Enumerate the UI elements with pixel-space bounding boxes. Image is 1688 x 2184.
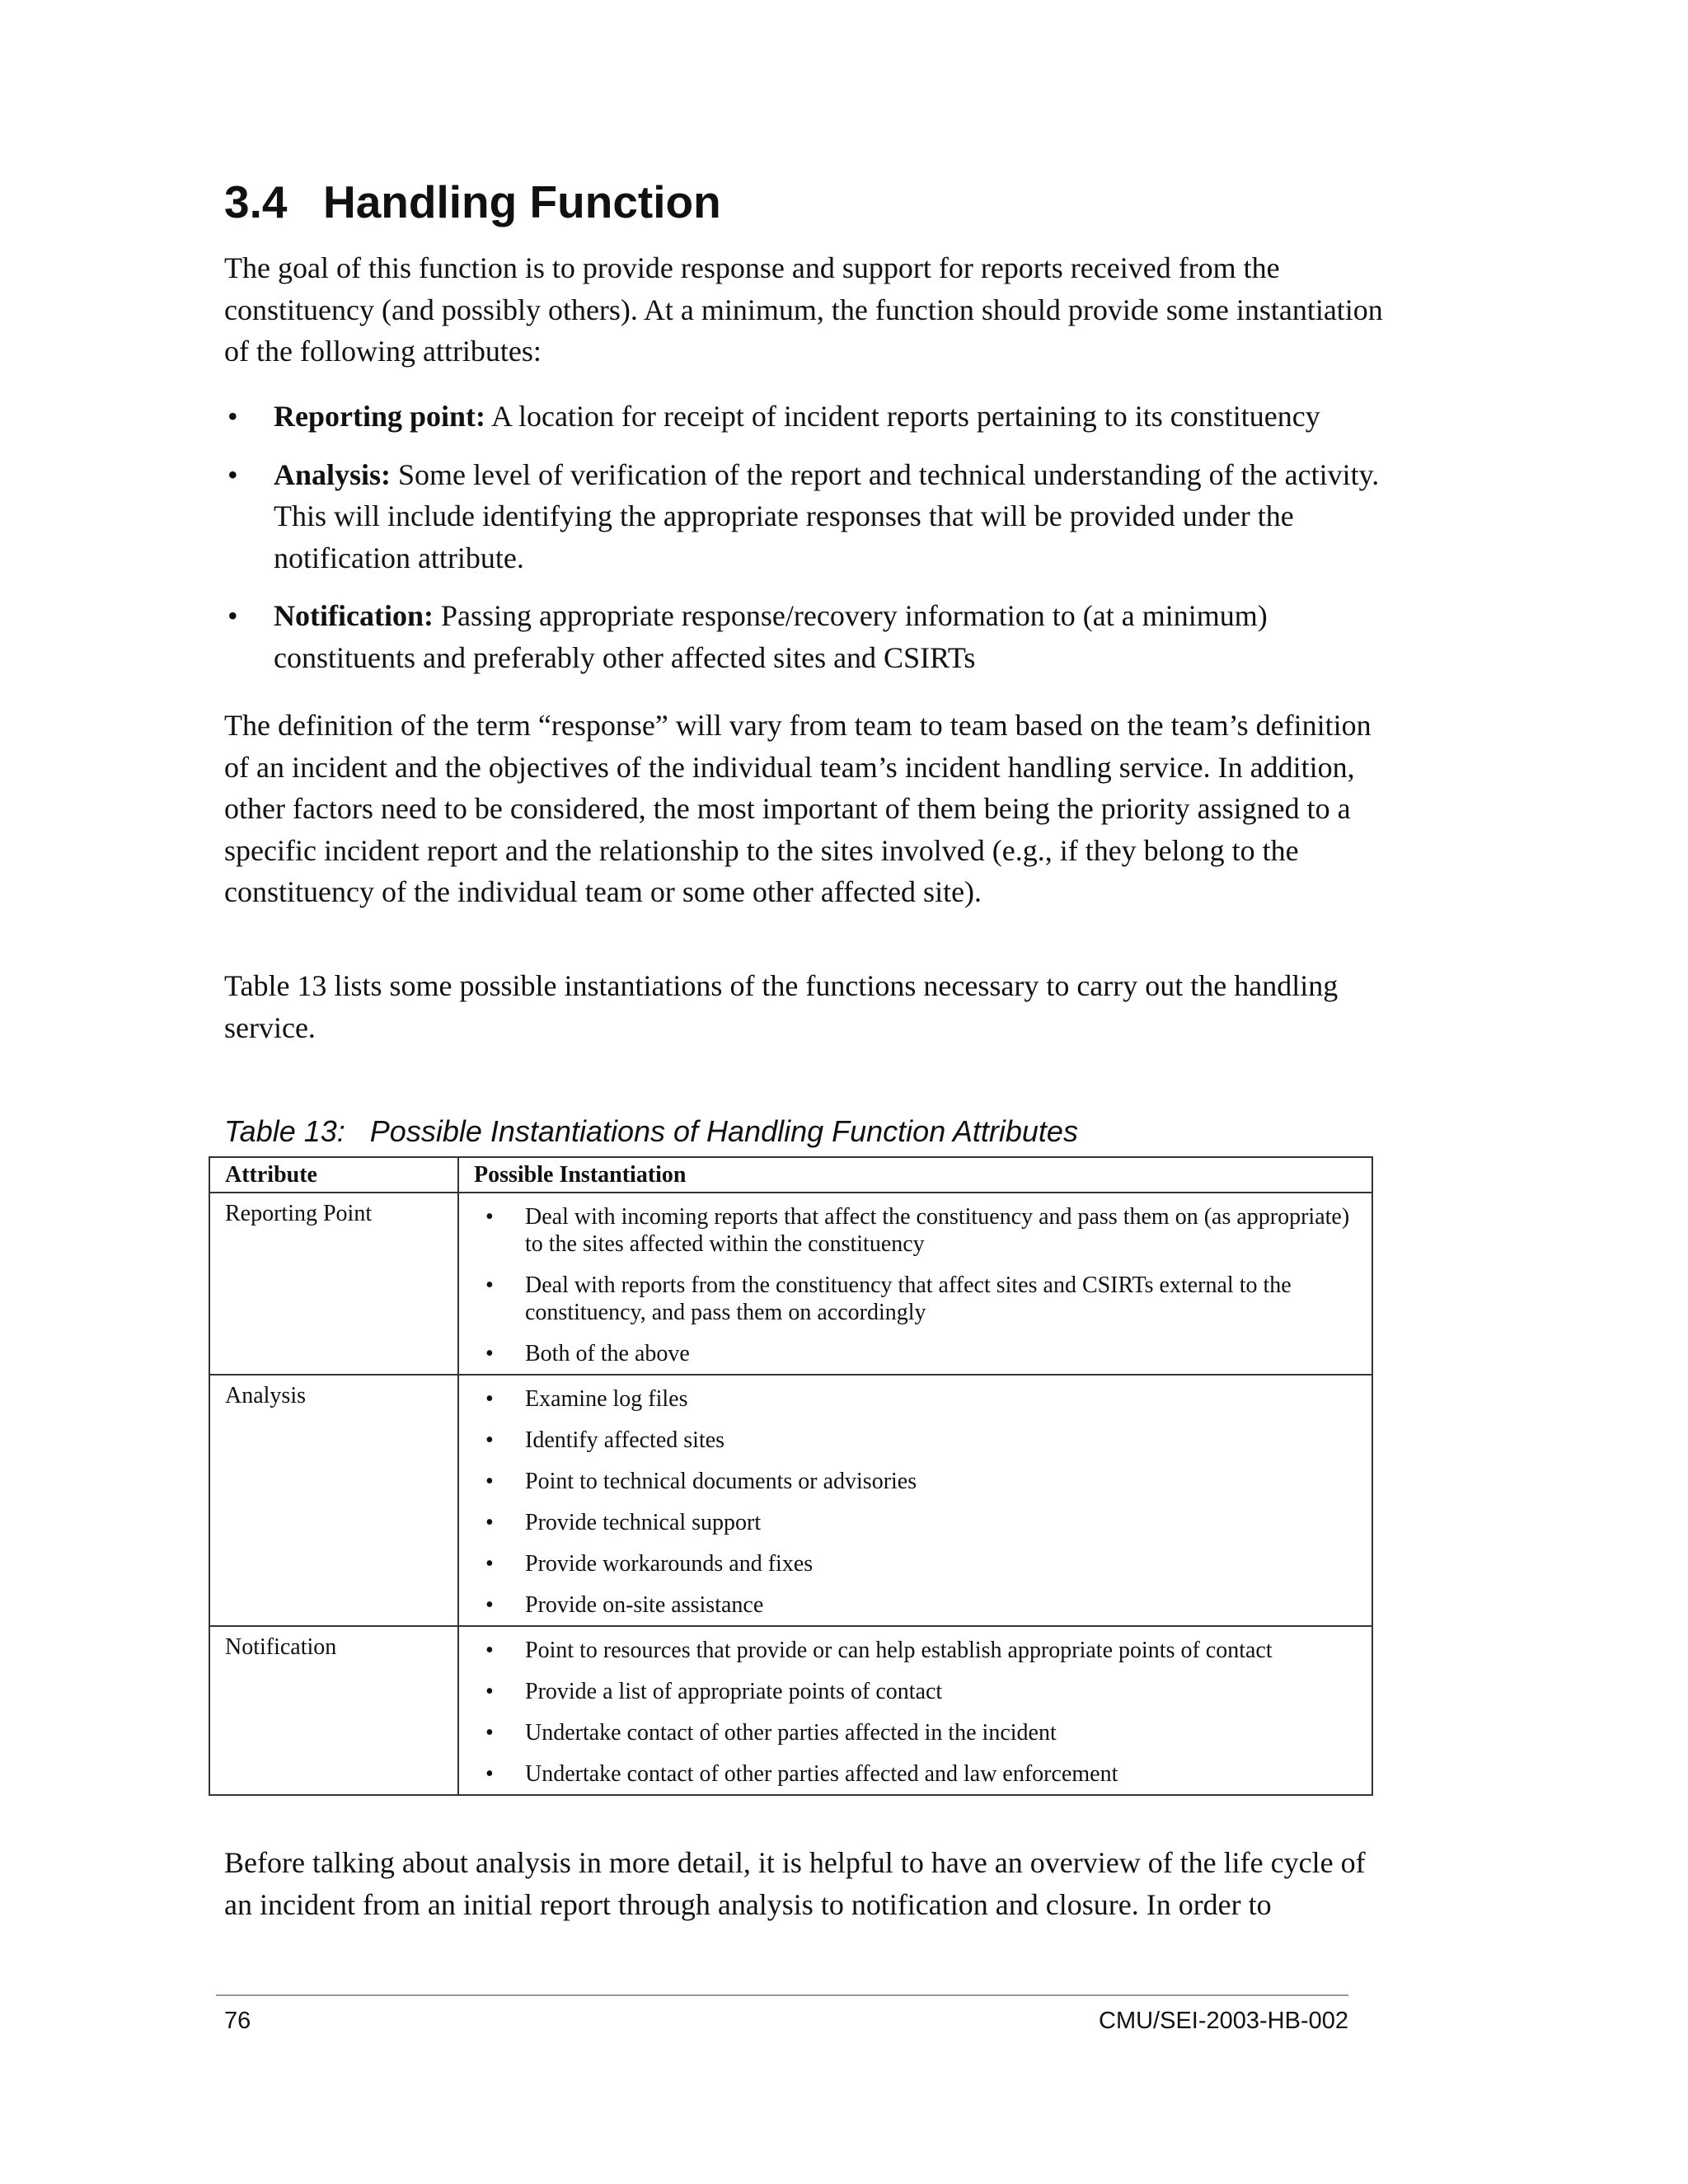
instantiation-cell (458, 1626, 1372, 1795)
bullet-icon: • (485, 1272, 494, 1298)
attribute-bullet-list (224, 396, 1395, 695)
footer-divider (216, 1994, 1348, 1996)
bullet-icon: • (485, 1386, 494, 1412)
closing-paragraph: Before talking about analysis in more detail, it is helpful to have an overview of the life cycle of an incident from an initial report through analysis to notification and closure. In order to (224, 1846, 1366, 1921)
table-caption-title: Possible Instantiations of Handling Function Attributes (369, 1114, 1078, 1148)
bullet-icon: • (485, 1427, 494, 1453)
bullet-icon: • (485, 1679, 494, 1704)
list-item: • Identify affected sites (485, 1427, 725, 1453)
table-reference-paragraph: Table 13 lists some possible instantiations of the functions necessary to carry out the handling service. (224, 969, 1339, 1044)
page-number: 76 (224, 2008, 251, 2034)
list-item: • Provide a list of appropriate points of contact (485, 1679, 943, 1704)
bullet-text: Some level of verification of the report and technical understanding of the activity. This will include identifying the appropriate responses that will be provided under the notification attribute. (274, 457, 1380, 574)
list-item: • Provide technical support (485, 1510, 762, 1535)
bullet-term: Analysis: (274, 457, 392, 491)
table-header-instantiation: Possible Instantiation (458, 1157, 1372, 1193)
table-header-row (209, 1157, 1372, 1193)
table-row (209, 1626, 1372, 1795)
bullet-item-reporting-point (224, 396, 1395, 438)
bullet-item-analysis (224, 454, 1395, 579)
document-id: CMU/SEI-2003-HB-002 (1099, 2008, 1348, 2034)
bullet-icon: • (485, 1638, 494, 1663)
table-caption (224, 1111, 1078, 1152)
table-header-attribute: Attribute (209, 1157, 458, 1193)
section-title: Handling Function (323, 176, 721, 227)
attribute-cell: Analysis (209, 1375, 458, 1626)
bullet-icon: • (485, 1720, 494, 1746)
handling-function-table (209, 1156, 1373, 1796)
bullet-icon: • (485, 1510, 494, 1535)
bullet-icon: • (227, 400, 238, 433)
attribute-cell: Reporting Point (209, 1193, 458, 1375)
attribute-cell: Notification (209, 1626, 458, 1795)
instantiation-cell (458, 1193, 1372, 1375)
table-row (209, 1375, 1372, 1626)
section-heading (224, 169, 721, 235)
bullet-icon: • (485, 1341, 494, 1366)
table-caption-number: Table 13: (224, 1114, 345, 1148)
list-item: • Deal with incoming reports that affect the constituency and pass them on (as appropriate) to the sites affected within the constituency (485, 1204, 1350, 1257)
list-item: • Undertake contact of other parties affected in the incident (485, 1720, 1057, 1746)
section-number: 3.4 (224, 176, 288, 227)
bullet-icon: • (485, 1551, 494, 1577)
bullet-icon: • (227, 599, 238, 632)
list-item: • Provide workarounds and fixes (485, 1551, 814, 1577)
bullet-text: A location for receipt of incident reports pertaining to its constituency (485, 400, 1320, 433)
bullet-icon: • (485, 1592, 494, 1618)
bullet-item-notification (224, 595, 1395, 678)
list-item: • Point to technical documents or advisories (485, 1469, 917, 1494)
list-item: • Deal with reports from the constituency that affect sites and CSIRTs external to the constituency, and pass them on accordingly (485, 1272, 1292, 1325)
response-definition-paragraph: The definition of the term “response” will vary from team to team based on the team’s definition of an incident and the objectives of the individual team’s incident handling service. In addition, other factors need to be considered, the most important of them being the priority assigned to a specific incident report and the relationship to the sites involved (e.g., if they belong to the constituency of the individual team or some other affected site). (224, 709, 1372, 908)
bullet-icon: • (227, 457, 238, 491)
bullet-term: Reporting point: (274, 400, 486, 433)
bullet-icon: • (485, 1469, 494, 1494)
intro-paragraph: The goal of this function is to provide response and support for reports received from the constituency (and possibly others). At a minimum, the function should provide some instantiation of the following attributes: (224, 251, 1383, 368)
list-item: • Examine log files (485, 1386, 688, 1412)
bullet-icon: • (485, 1761, 494, 1787)
bullet-text: Passing appropriate response/recovery information to (at a minimum) constituents and preferably other affected sites and CSIRTs (274, 599, 1268, 674)
list-item: • Provide on-site assistance (485, 1592, 764, 1618)
list-item: • Point to resources that provide or can help establish appropriate points of contact (485, 1638, 1273, 1663)
list-item: • Both of the above (485, 1341, 690, 1366)
list-item: • Undertake contact of other parties affected and law enforcement (485, 1761, 1118, 1787)
bullet-icon: • (485, 1204, 494, 1230)
instantiation-cell (458, 1375, 1372, 1626)
table-row (209, 1193, 1372, 1375)
bullet-term: Notification: (274, 599, 434, 632)
